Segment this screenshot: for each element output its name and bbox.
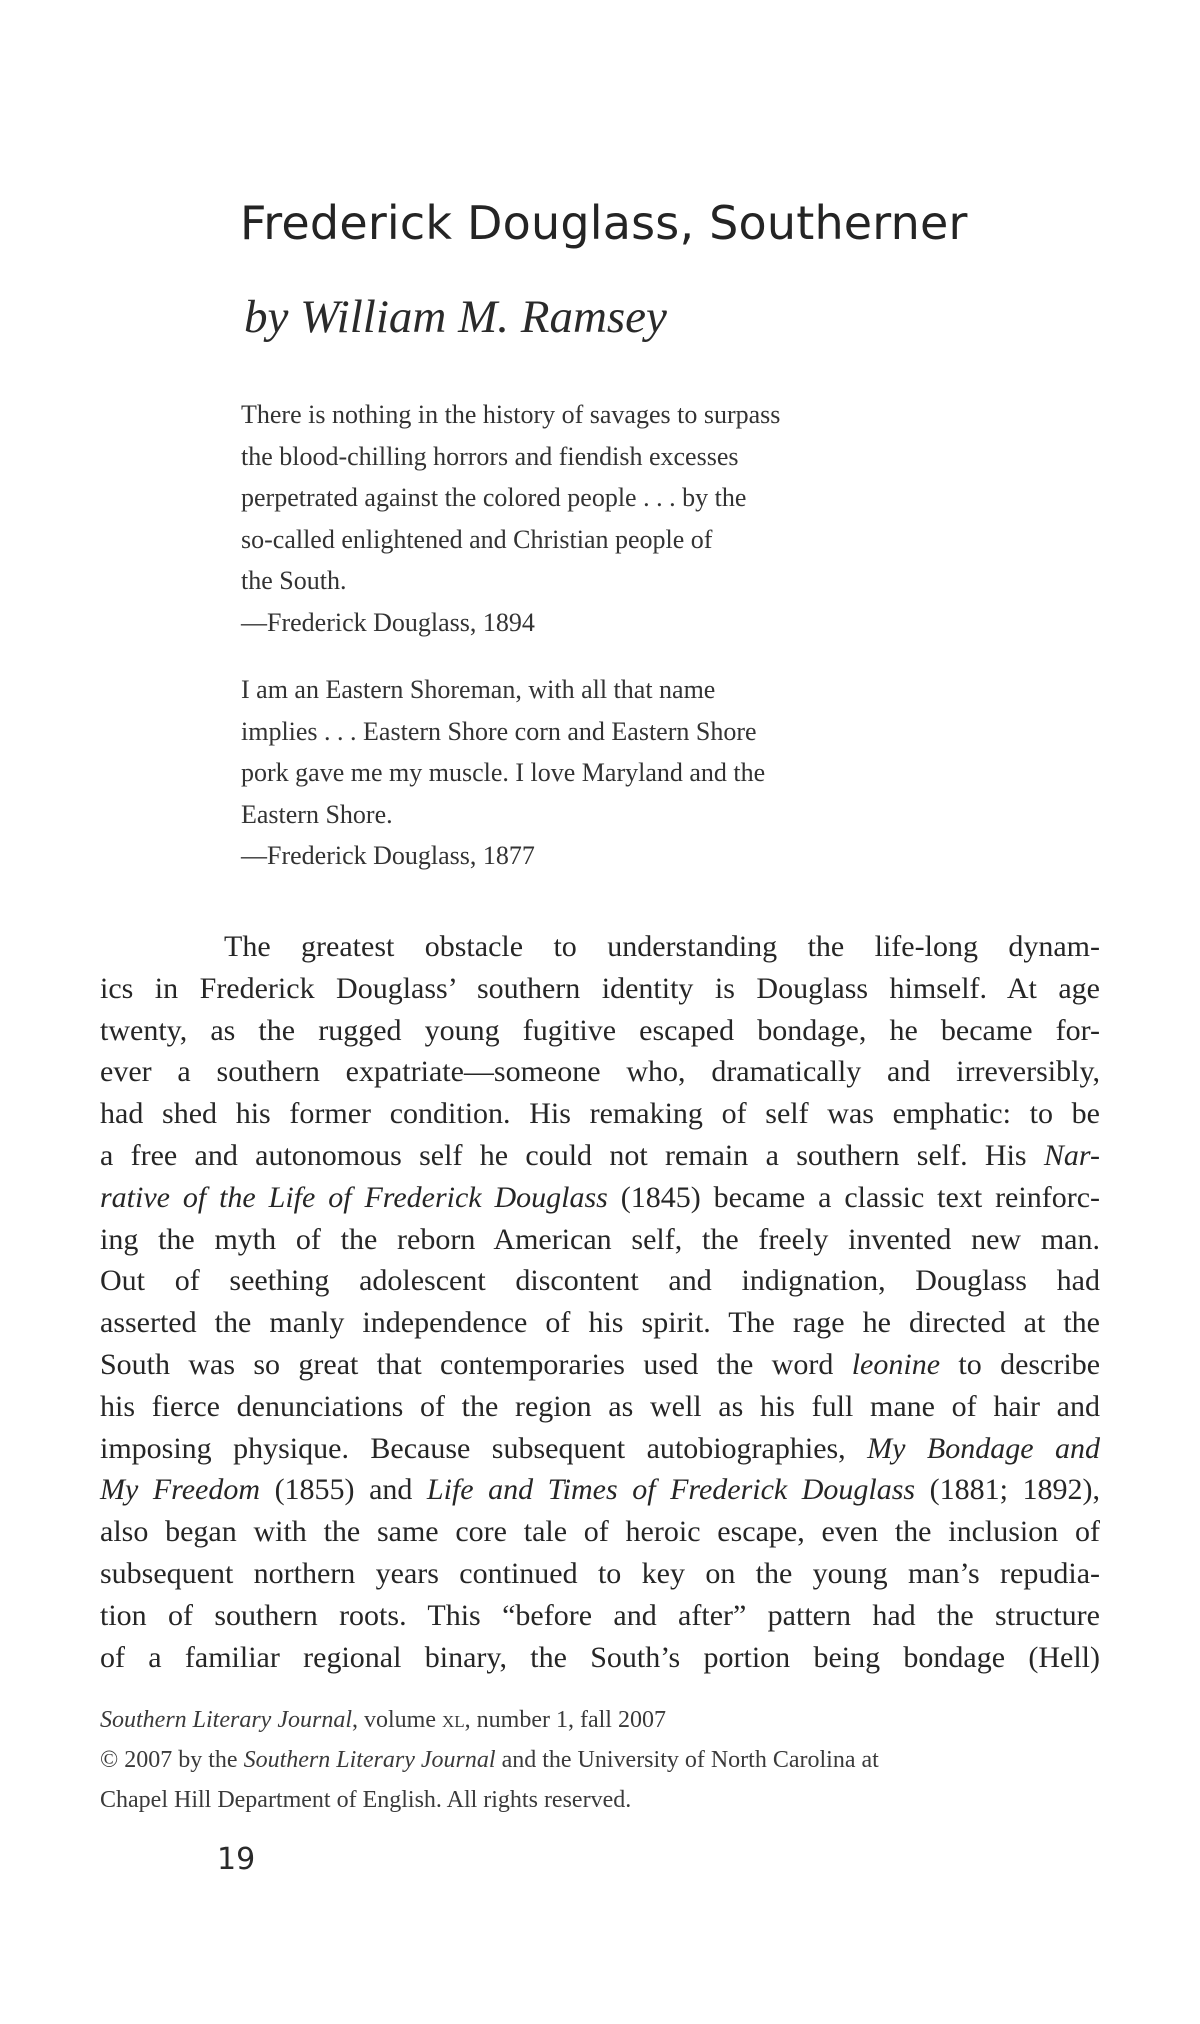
body-segment: (1845) became a classic text reinforc- xyxy=(620,1180,1100,1214)
body-line: The greatest obstacle to understanding the life-long dynam- xyxy=(224,930,1100,963)
book-title: My Freedom xyxy=(100,1473,261,1507)
body-line: asserted the manly independence of his spirit. The rage he directed at the xyxy=(100,1306,1100,1340)
epigraph-line: perpetrated against the colored people . . . by the xyxy=(241,483,747,512)
epigraph-line: implies . . . Eastern Shore corn and Eastern Shore xyxy=(241,716,757,746)
body-line: his fierce denunciations of the region as well as his full mane of hair and xyxy=(100,1389,1100,1423)
book-title: My Bondage and xyxy=(867,1431,1100,1465)
body-line: had shed his former condition. His remaking of self was emphatic: to be xyxy=(100,1097,1100,1131)
body-line xyxy=(100,1469,1100,1511)
body-paragraph xyxy=(100,926,1100,1678)
epigraph-attribution: —Frederick Douglass, 1894 xyxy=(241,607,535,637)
body-line xyxy=(100,1344,1100,1386)
book-title: Nar- xyxy=(1043,1138,1100,1172)
volume-number: xl xyxy=(442,1707,465,1733)
epigraph-line: I am an Eastern Shoreman, with all that name xyxy=(241,675,716,704)
body-line: ics in Frederick Douglass’ southern identity is Douglass himself. At age xyxy=(100,971,1100,1005)
emphasized-word: leonine xyxy=(851,1347,941,1381)
citation-text: , volume xyxy=(352,1707,436,1733)
citation-text: , number 1, fall 2007 xyxy=(464,1707,666,1733)
body-line: ing the myth of the reborn American self, the freely invented new man. xyxy=(100,1222,1100,1256)
body-line: subsequent northern years continued to key on the young man’s repudia- xyxy=(100,1556,1100,1590)
body-segment: to describe xyxy=(958,1347,1101,1381)
body-line xyxy=(100,1135,1100,1177)
body-line: ever a southern expatriate—someone who, dramatically and irreversibly, xyxy=(100,1055,1100,1089)
epigraph-line: the South. xyxy=(241,566,347,595)
epigraph-1 xyxy=(241,394,941,643)
article-title: Frederick Douglass, Southerner xyxy=(240,196,968,250)
publication-footnote xyxy=(100,1700,1100,1820)
body-line: twenty, as the rugged young fugitive escaped bondage, he became for- xyxy=(100,1013,1100,1047)
body-segment: (1855) and xyxy=(274,1473,413,1507)
copyright-text: and the University of North Carolina at xyxy=(501,1747,879,1773)
body-segment: imposing physique. Because subsequent autobiographies, xyxy=(100,1431,846,1465)
copyright-text: © 2007 by the xyxy=(100,1747,238,1773)
journal-name: Southern Literary Journal xyxy=(243,1747,496,1773)
citation-line xyxy=(100,1700,1100,1740)
page-number: 19 xyxy=(217,1842,256,1877)
body-line: also began with the same core tale of heroic escape, even the inclusion of xyxy=(100,1515,1100,1549)
epigraph-attribution: —Frederick Douglass, 1877 xyxy=(241,841,535,870)
epigraph-line: Eastern Shore. xyxy=(241,799,393,829)
body-segment: (1881; 1892), xyxy=(929,1473,1100,1507)
epigraph-line: the blood-chilling horrors and fiendish excesses xyxy=(241,441,739,471)
body-line: tion of southern roots. This “before and after” pattern had the structure xyxy=(100,1598,1100,1632)
copyright-line xyxy=(100,1740,1100,1780)
body-segment: a free and autonomous self he could not remain a southern self. His xyxy=(100,1138,1027,1172)
body-segment: South was so great that contemporaries used the word xyxy=(100,1347,834,1381)
epigraph-line: There is nothing in the history of savages to surpass xyxy=(241,400,781,429)
epigraph-line: pork gave me my muscle. I love Maryland and the xyxy=(241,758,766,787)
body-line: of a familiar regional binary, the South’s portion being bondage (Hell) xyxy=(100,1640,1100,1674)
body-line xyxy=(100,1177,1100,1219)
book-title: Life and Times of Frederick Douglass xyxy=(426,1473,916,1507)
journal-name: Southern Literary Journal xyxy=(100,1707,352,1733)
body-line xyxy=(100,1428,1100,1470)
epigraph-line: so-called enlightened and Christian people of xyxy=(241,524,713,554)
body-line: Out of seething adolescent discontent and indignation, Douglass had xyxy=(100,1264,1100,1298)
article-author: by William M. Ramsey xyxy=(244,291,667,343)
book-title: rative of the Life of Frederick Douglass xyxy=(100,1180,608,1214)
epigraph-2 xyxy=(241,669,941,877)
copyright-line: Chapel Hill Department of English. All rights reserved. xyxy=(100,1787,632,1813)
